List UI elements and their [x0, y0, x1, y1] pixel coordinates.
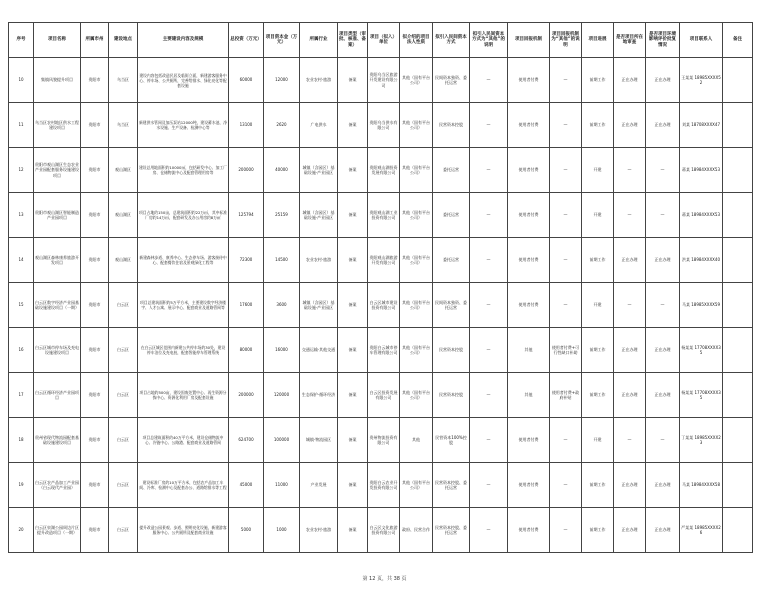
table-row	[9, 373, 753, 418]
table-cell: 25159	[264, 193, 300, 238]
table-cell: 45000	[229, 463, 264, 508]
table-cell	[723, 418, 753, 463]
table-cell: 严某某 18985XXXX26	[680, 508, 723, 553]
table-cell: 民间资本独资、委托运营	[433, 283, 470, 328]
table-cell: 1000	[264, 508, 300, 553]
table-cell: 13100	[229, 103, 264, 148]
table-cell: 正在办理	[646, 463, 680, 508]
table-cell: 观山湖区	[109, 193, 138, 238]
table-cell: 观山湖区	[109, 238, 138, 283]
table-cell: 白云区城市建设投资有限公司	[368, 283, 400, 328]
column-header: 项目回报机制	[508, 23, 550, 58]
table-cell: —	[550, 508, 582, 553]
table-cell: 2620	[264, 103, 300, 148]
table-cell: 前期工作	[582, 463, 614, 508]
table-cell: 前期工作	[582, 328, 614, 373]
table-cell	[723, 58, 753, 103]
table-cell: 125794	[229, 193, 264, 238]
table-cell: 贵阳市	[81, 328, 109, 373]
table-cell: 备案	[338, 238, 368, 283]
table-cell: 正在办理	[614, 508, 646, 553]
table-cell: 贵阳观山湖旅游开发有限公司	[368, 238, 400, 283]
table-cell	[723, 193, 753, 238]
table-cell: —	[470, 328, 508, 373]
table-cell: 前期工作	[582, 508, 614, 553]
table-cell: 在白云区城区范围内新建公共停车场约30处，建设停车泊位及充电桩，配套智能停车管理系统	[138, 328, 229, 373]
column-header: 是否项目所在地审查	[614, 23, 646, 58]
table-cell: 备案	[338, 328, 368, 373]
table-cell: 白云区循环经济产业园项目	[34, 373, 81, 418]
table-cell: —	[470, 418, 508, 463]
table-cell: 贵阳观山湖投资发展有限公司	[368, 148, 400, 193]
table-cell: 前期工作	[582, 103, 614, 148]
table-cell: 项目总建筑面积约5万平方米，主要建设数字经济楼宇、人才公寓、展示中心、配套商业及道路管网等	[138, 283, 229, 328]
table-cell: 贵阳市	[81, 238, 109, 283]
table-cell: 民间资本独资、委托运营	[433, 58, 470, 103]
table-cell: 白云区	[109, 283, 138, 328]
table-cell: 18	[9, 418, 34, 463]
table-cell	[723, 148, 753, 193]
table-cell: 其他（国有平台公司）	[400, 58, 433, 103]
table-cell: 其他（国有平台公司）	[400, 148, 433, 193]
table-cell: 政府、民营合作	[400, 508, 433, 553]
table-cell: —	[646, 283, 680, 328]
table-cell: 200000	[229, 373, 264, 418]
table-cell: 产业发展	[300, 463, 338, 508]
table-cell: 10	[9, 58, 34, 103]
column-header: 总投资（万元）	[229, 23, 264, 58]
table-cell: 白云区	[109, 508, 138, 553]
table-cell: 使用者付费+可行性缺口补助	[550, 328, 582, 373]
table-cell: 120000	[264, 373, 300, 418]
table-cell: 17	[9, 373, 34, 418]
table-cell: 正在办理	[614, 463, 646, 508]
table-cell: 开建	[582, 283, 614, 328]
table-cell: 刘某 18708XXXX47	[680, 103, 723, 148]
table-cell: 开建	[582, 148, 614, 193]
table-cell: 14500	[264, 238, 300, 283]
table-cell: 城镇（含园区）基础设施·产业园区	[300, 193, 338, 238]
table-row	[9, 148, 753, 193]
column-header: 项目联系人	[680, 23, 723, 58]
table-cell: 20	[9, 508, 34, 553]
table-cell: 提升改造公园景观、步道、照明亮化设施，新建游客服务中心、公共厕所及配套商业设施	[138, 508, 229, 553]
table-cell: —	[646, 418, 680, 463]
table-cell: 贵阳乌当供水有限公司	[368, 103, 400, 148]
table-cell: 观山湖区森林康养旅游开发项目	[34, 238, 81, 283]
table-cell: 观山湖区	[109, 148, 138, 193]
column-header: 拟引入民间资本方式为“其他”的说明	[470, 23, 508, 58]
table-cell: 前期工作	[582, 238, 614, 283]
column-header: 项目（拟入）单位	[368, 23, 400, 58]
table-cell: 备案	[338, 508, 368, 553]
table-cell: 200000	[229, 148, 264, 193]
table-cell: 农业农村·旅游	[300, 508, 338, 553]
table-cell: 白云区	[109, 418, 138, 463]
table-cell: 备案	[338, 148, 368, 193]
table-cell: 其他（国有平台公司）	[400, 283, 433, 328]
table-cell: 王某某 18985XXXX52	[680, 58, 723, 103]
table-cell: 备案	[338, 283, 368, 328]
table-cell: —	[470, 148, 508, 193]
table-cell: 贵阳市	[81, 58, 109, 103]
table-cell: 使用者付费	[508, 418, 550, 463]
table-cell: 民营资本控股、委托运营	[433, 508, 470, 553]
table-cell: 15	[9, 283, 34, 328]
table-cell: 贵阳乌当区旅游开发建设有限公司	[368, 58, 400, 103]
table-cell: 建设内容包括改造民居及临街立面，新建游客服务中心、停车场、公共厕所，完善给排水、绿化亮化等配套设施	[138, 58, 229, 103]
table-cell: 白云区泉湖公园周边片区提升改造项目（一期）	[34, 508, 81, 553]
table-header-row	[9, 23, 753, 58]
table-cell: —	[470, 373, 508, 418]
table-cell: —	[550, 238, 582, 283]
table-cell: 杨某某 17708XXXX35	[680, 328, 723, 373]
table-cell: 11000	[264, 463, 300, 508]
column-header: 主要建设内容及规模	[138, 23, 229, 58]
table-cell: 12000	[264, 58, 300, 103]
table-cell: —	[470, 283, 508, 328]
table-cell: 贵州省现代物流园配套基础设施建设项目	[34, 418, 81, 463]
table-cell: —	[550, 283, 582, 328]
table-cell: 生态保护·循环经济	[300, 373, 338, 418]
table-cell: 60000	[229, 58, 264, 103]
table-cell: 12	[9, 148, 34, 193]
table-cell: 委托运营	[433, 238, 470, 283]
table-cell: 使用者付费	[508, 193, 550, 238]
table-cell: 正在办理	[614, 373, 646, 418]
table-cell: 建设标准厂房约10万平方米，包括农产品加工车间、冷库、检测中心及配套办公、道路给排水等工程	[138, 463, 229, 508]
column-header: 是否项目环境影响评价批复情况	[646, 23, 680, 58]
table-cell: 备案	[338, 58, 368, 103]
table-cell: 民营资本控股	[433, 103, 470, 148]
table-cell: 建设总用地面积约10000㎡，包括研发中心、加工厂房、仓储物流中心及配套管理用房等	[138, 148, 229, 193]
table-cell	[723, 238, 753, 283]
table-row	[9, 58, 753, 103]
table-cell: 17600	[229, 283, 264, 328]
table-cell: —	[614, 283, 646, 328]
table-cell	[723, 463, 753, 508]
table-cell: 100000	[264, 418, 300, 463]
table-cell: 贵州物流投资有限公司	[368, 418, 400, 463]
table-cell: 使用者付费	[508, 58, 550, 103]
table-cell	[723, 373, 753, 418]
table-cell: 72300	[229, 238, 264, 283]
table-cell: 40000	[264, 148, 300, 193]
table-cell: 白云区投资发展有限公司	[368, 373, 400, 418]
table-cell: 使用者付费	[508, 463, 550, 508]
table-cell: —	[614, 148, 646, 193]
table-row	[9, 283, 753, 328]
table-cell: 集镇风貌提升项目	[34, 58, 81, 103]
table-cell: 丁某某 18985XXXX23	[680, 418, 723, 463]
table-cell: 新建森林步道、康养中心、生态停车场、游客接待中心、配套餐饮住宿及景观绿化工程等	[138, 238, 229, 283]
table-cell: 马某 18985XXXX59	[680, 283, 723, 328]
table-cell: 正在办理	[646, 508, 680, 553]
table-row	[9, 463, 753, 508]
table-cell: —	[550, 463, 582, 508]
table-body	[9, 58, 753, 553]
table-cell: 19	[9, 463, 34, 508]
table-cell: 贵阳市	[81, 373, 109, 418]
table-cell: 乌当区农村地区供水工程建设项目	[34, 103, 81, 148]
table-cell: 白云区	[109, 328, 138, 373]
table-cell: 使用者付费	[508, 103, 550, 148]
table-cell: —	[614, 418, 646, 463]
table-cell: 其他（国有平台公司）	[400, 463, 433, 508]
table-row	[9, 418, 753, 463]
table-cell: 624700	[229, 418, 264, 463]
table-cell: 11	[9, 103, 34, 148]
table-cell: 其他	[508, 373, 550, 418]
table-cell: 马某 18984XXXX58	[680, 463, 723, 508]
table-cell	[723, 283, 753, 328]
table-cell: 城镇（含园区）基础设施·产业园区	[300, 283, 338, 328]
table-cell: 80000	[229, 328, 264, 373]
table-cell: 前期工作	[582, 58, 614, 103]
table-row	[9, 328, 753, 373]
column-header: 项目类型（审批、核准、备案）	[338, 23, 368, 58]
table-cell: 贵阳市	[81, 508, 109, 553]
table-cell: 乌当区	[109, 103, 138, 148]
table-cell: 贵阳市	[81, 103, 109, 148]
table-cell: 贵阳市	[81, 193, 109, 238]
table-cell: —	[470, 103, 508, 148]
column-header: 所属行业	[300, 23, 338, 58]
project-table	[8, 22, 753, 553]
table-cell: —	[550, 58, 582, 103]
table-cell: 贵阳白云城市停车管理有限公司	[368, 328, 400, 373]
table-cell: 其他（国有平台公司）	[400, 238, 433, 283]
table-cell: 民营资本控股、委托运营	[433, 463, 470, 508]
table-cell: 白云区城市停车场及充电设施建设项目	[34, 328, 81, 373]
table-cell: —	[550, 193, 582, 238]
table-cell: 贵阳市	[81, 418, 109, 463]
column-header: 项目资本金（万元）	[264, 23, 300, 58]
table-cell: 贵阳市	[81, 148, 109, 193]
table-cell: —	[470, 463, 508, 508]
table-row	[9, 238, 753, 283]
table-cell: 16	[9, 328, 34, 373]
column-header: 所属市州	[81, 23, 109, 58]
table-cell: 城镇（含园区）基础设施·产业园区	[300, 148, 338, 193]
table-cell: 城镇·物流园区	[300, 418, 338, 463]
table-cell: 贵阳市	[81, 283, 109, 328]
table-cell: 5000	[229, 508, 264, 553]
table-cell: 民营资本控股	[433, 373, 470, 418]
table-cell: 备案	[338, 193, 368, 238]
table-cell: 贵阳市观山湖区智能制造产业园项目	[34, 193, 81, 238]
table-cell: —	[470, 193, 508, 238]
table-cell: 其他（国有平台公司）	[400, 328, 433, 373]
table-cell: 正在办理	[614, 103, 646, 148]
table-row	[9, 508, 753, 553]
table-cell: 14	[9, 238, 34, 283]
table-cell: —	[470, 238, 508, 283]
table-cell: 备案	[338, 463, 368, 508]
table-cell: 使用者付费	[508, 238, 550, 283]
table-cell: 贵阳市	[81, 463, 109, 508]
table-cell: 其他（国有平台公司）	[400, 103, 433, 148]
table-cell: 备案	[338, 373, 368, 418]
table-cell: 正在办理	[646, 328, 680, 373]
table-cell: 洪某 18984XXXX40	[680, 238, 723, 283]
table-cell: —	[470, 58, 508, 103]
table-cell: 开建	[582, 418, 614, 463]
table-cell: 白云区农产品加工产业园（白云现代产业园）	[34, 463, 81, 508]
table-cell	[723, 508, 753, 553]
table-cell: 贵阳市观山湖区生态农业产业园配套服务设施建设项目	[34, 148, 81, 193]
table-cell: 备案	[338, 418, 368, 463]
column-header: 拟引入民间资本方式	[433, 23, 470, 58]
column-header: 项目名称	[34, 23, 81, 58]
table-cell: 使用者付费	[508, 148, 550, 193]
table-cell: 正在办理	[614, 58, 646, 103]
table-cell: 蒋某 18984XXXX53	[680, 193, 723, 238]
table-cell: 杨某某 17708XXXX35	[680, 373, 723, 418]
column-header: 序号	[9, 23, 34, 58]
table-cell: 民营资本100%控股	[433, 418, 470, 463]
table-cell: 新建供水管网及加压泵站12000吨，建设蓄水池、净水设施、生产设备、检测中心等	[138, 103, 229, 148]
table-cell: 蒋某 18984XXXX53	[680, 148, 723, 193]
table-cell: 其他（国有平台公司）	[400, 193, 433, 238]
column-header: 拟介绍的项目法人性质	[400, 23, 433, 58]
table-cell: 贵阳观山湖工业投资有限公司	[368, 193, 400, 238]
table-cell: —	[646, 148, 680, 193]
table-cell: —	[550, 103, 582, 148]
table-cell: —	[614, 193, 646, 238]
table-cell: 项目占地约150亩，总建筑面积约22万㎡，其中标准厂房约14万㎡，配套研发及办公用房约8万㎡	[138, 193, 229, 238]
table-cell: 3600	[264, 283, 300, 328]
table-cell: —	[550, 418, 582, 463]
table-cell: 乌当区	[109, 58, 138, 103]
table-row	[9, 103, 753, 148]
table-cell: 备案	[338, 103, 368, 148]
table-cell: 其他（国有平台公司）	[400, 373, 433, 418]
table-cell: 白云区数字经济产业园基础设施建设项目（一期）	[34, 283, 81, 328]
column-header: 备注	[723, 23, 753, 58]
table-cell: 其他	[400, 418, 433, 463]
table-cell: 白云区	[109, 373, 138, 418]
table-cell: 交通运输·其他交通	[300, 328, 338, 373]
table-cell: 正在办理	[646, 58, 680, 103]
table-cell: 白云区	[109, 463, 138, 508]
table-cell: 农业农村·旅游	[300, 58, 338, 103]
table-cell	[723, 328, 753, 373]
table-cell: 使用者付费+政府补贴	[550, 373, 582, 418]
table-row	[9, 193, 753, 238]
table-cell	[723, 103, 753, 148]
table-cell: 贵阳白云农业开发投资有限公司	[368, 463, 400, 508]
table-cell: 16000	[264, 328, 300, 373]
table-cell: 项目占地约500亩，建设固废处置中心、再生资源分拣中心、资源化利用厂房及配套设施	[138, 373, 229, 418]
table-cell: —	[550, 148, 582, 193]
table-cell: —	[470, 508, 508, 553]
table-cell: 白云区文化旅游投资有限公司	[368, 508, 400, 553]
table-cell: 委托运营	[433, 193, 470, 238]
table-cell: 项目总建筑面积约40万平方米，建设仓储物流中心、冷链中心、公路港、配套商业及道路管网	[138, 418, 229, 463]
table-cell: 前期工作	[582, 373, 614, 418]
table-cell: 其他	[508, 328, 550, 373]
table-cell: 委托运营	[433, 148, 470, 193]
table-cell: 正在办理	[646, 373, 680, 418]
table-cell: 农业农村·旅游	[300, 238, 338, 283]
table-cell: 正在办理	[614, 238, 646, 283]
table-cell: 正在办理	[646, 238, 680, 283]
column-header: 建设地点	[109, 23, 138, 58]
table-cell: 开建	[582, 193, 614, 238]
page-number: 第 12 页，共 38 页	[362, 576, 407, 582]
table-cell: 使用者付费	[508, 283, 550, 328]
column-header: 项目回报机制为“其他”的说明	[550, 23, 582, 58]
column-header: 项目进展	[582, 23, 614, 58]
table-cell: 使用者付费	[508, 508, 550, 553]
table-cell: 正在办理	[614, 328, 646, 373]
table-cell: 民营资本控股	[433, 328, 470, 373]
table-cell: —	[646, 193, 680, 238]
table-cell: 13	[9, 193, 34, 238]
table-cell: 广电供水	[300, 103, 338, 148]
table-cell: 正在办理	[646, 103, 680, 148]
